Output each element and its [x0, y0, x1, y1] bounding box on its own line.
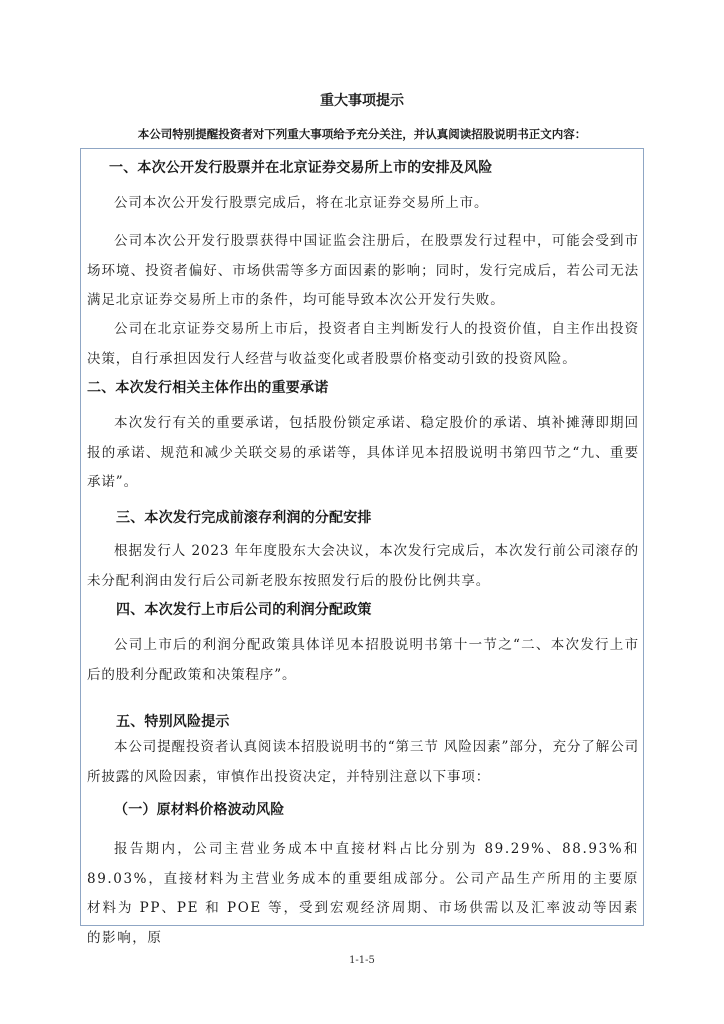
page-title: 重大事项提示 [320, 93, 404, 109]
section-1-paragraph-2: 公司本次公开发行股票获得中国证监会注册后，在股票发行过程中，可能会受到市场环境、投资者偏好、市场供需等多方面因素的影响；同时，发行完成后，若公司无法满足北京证券交易所上市的条件，均可能导致本次公开发行失败。 [87, 233, 639, 308]
section-3-heading: 三、本次发行完成前滚存利润的分配安排 [116, 510, 372, 526]
important-matters-box [80, 148, 644, 946]
section-2-paragraph-1: 本次发行有关的重要承诺，包括股份锁定承诺、稳定股价的承诺、填补摊薄即期回报的承诺、规范和减少关联交易的承诺等，具体详见本招股说明书第四节之“九、重要承诺”。 [87, 415, 639, 490]
section-1-paragraph-3: 公司在北京证券交易所上市后，投资者自主判断发行人的投资价值，自主作出投资决策，自行承担因发行人经营与收益变化或者股票价格变动引致的投资风险。 [87, 321, 639, 367]
risk-1-heading: （一）原材料价格波动风险 [114, 802, 285, 818]
investor-notice: 本公司特别提醒投资者对下列重大事项给予充分关注，并认真阅读招股说明书正文内容： [137, 127, 587, 141]
section-4-paragraph-1: 公司上市后的利润分配政策具体详见本招股说明书第十一节之“二、本次发行上市后的股利分配政策和决策程序”。 [87, 637, 639, 683]
section-5-paragraph-1: 本公司提醒投资者认真阅读本招股说明书的“第三节 风险因素”部分，充分了解公司所披露的风险因素，审慎作出投资决定，并特别注意以下事项： [87, 739, 639, 785]
section-3-paragraph-1: 根据发行人 2023 年年度股东大会决议，本次发行完成后，本次发行前公司滚存的未分配利润由发行后公司新老股东按照发行后的股份比例共享。 [87, 543, 639, 589]
section-4-heading: 四、本次发行上市后公司的利润分配政策 [116, 602, 372, 618]
section-5-heading: 五、特别风险提示 [116, 714, 230, 730]
page-number: 1-1-5 [349, 955, 375, 966]
section-1-heading: 一、本次公开发行股票并在北京证券交易所上市的安排及风险 [109, 160, 493, 176]
section-2-heading: 二、本次发行相关主体作出的重要承诺 [87, 380, 329, 396]
risk-1-paragraph-1: 报告期内，公司主营业务成本中直接材料占比分别为 89.29%、88.93%和89.03%，直接材料为主营业务成本的重要组成部分。公司产品生产所用的主要原材料为 PP、PE 和 POE 等，受到宏观经济周期、市场供需以及汇率波动等因素的影响，原 [87, 841, 639, 946]
section-1-paragraph-1: 公司本次公开发行股票完成后，将在北京证券交易所上市。 [114, 195, 489, 211]
